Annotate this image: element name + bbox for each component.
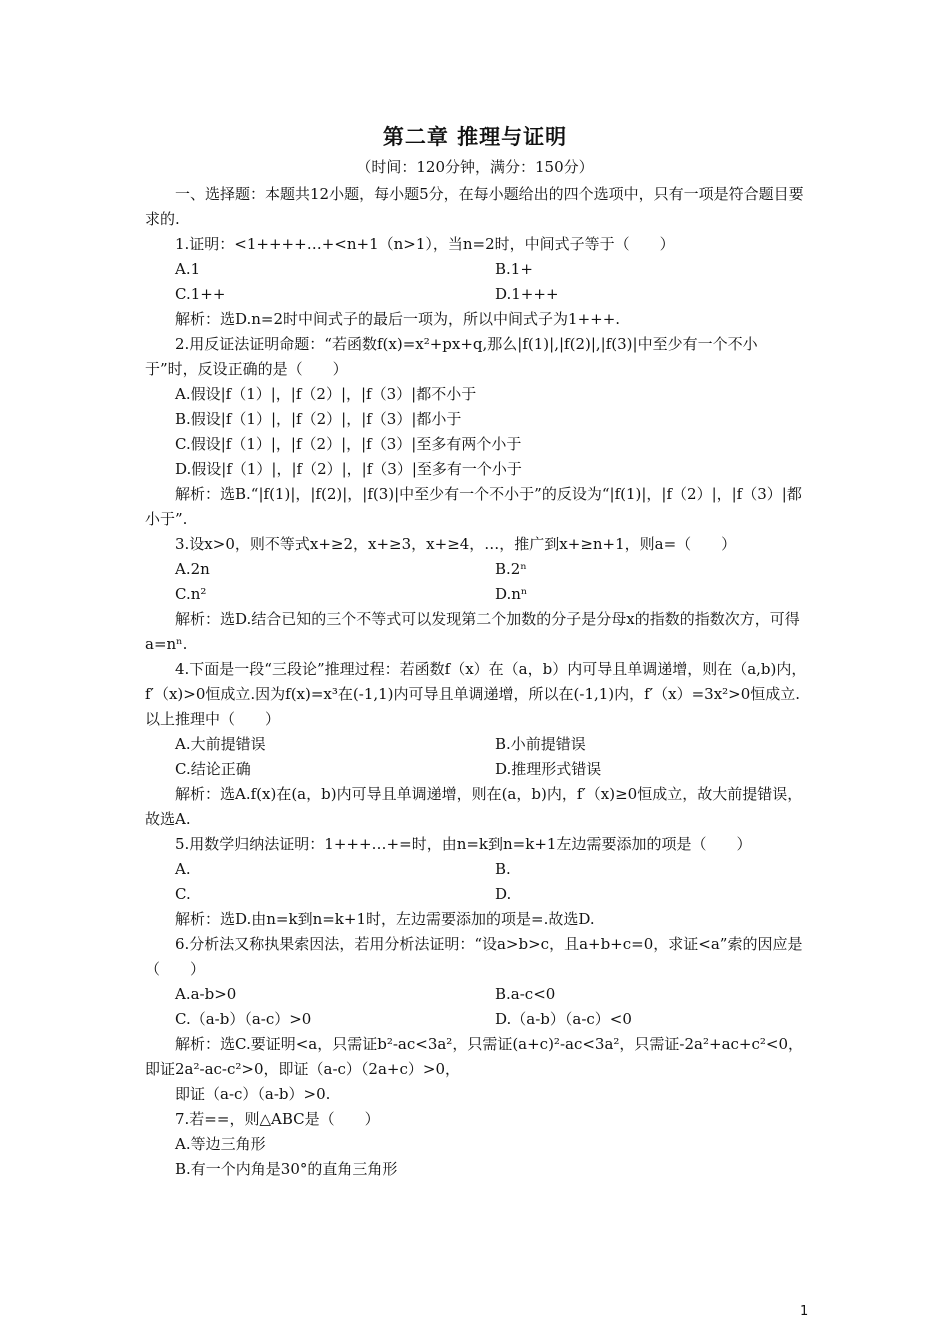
q3-option-b: B.2ⁿ — [495, 560, 527, 578]
q1-option-d: D.1+++ — [495, 285, 559, 303]
q1-stem: 1.证明：<1++++…+<n+1（n>1），当n=2时，中间式子等于（ ） — [175, 235, 675, 253]
question-list — [145, 182, 807, 1182]
q6-stem: 6.分析法又称执果索因法，若用分析法证明：“设a>b>c，且a+b+c=0，求证<a”索的因应是（ ） — [145, 935, 803, 978]
q4-option-d: D.推理形式错误 — [495, 760, 602, 778]
q5-stem: 5.用数学归纳法证明：1+++…+=时，由n=k到n=k+1左边需要添加的项是（ ） — [175, 835, 752, 853]
q5-options-row1 — [145, 857, 807, 882]
section-intro: 一、选择题：本题共12小题，每小题5分，在每小题给出的四个选项中，只有一项是符合题目要求的. — [145, 185, 804, 228]
q1-option-a: A.1 — [175, 260, 201, 278]
q4-stem: 4.下面是一段“三段论”推理过程：若函数f（x）在（a，b）内可导且单调递增，则在（a,b)内，f′（x)>0恒成立.因为f(x)=x³在(-1,1)内可导且单调递增，所以在(-1,1)内，f′（x）=3x²>0恒成立.以上推理中（ ） — [145, 660, 807, 728]
q4-option-a: A.大前提错误 — [175, 735, 266, 753]
q3-solution: 解析：选D.结合已知的三个不等式可以发现第二个加数的分子是分母x的指数的指数次方，可得a=nⁿ. — [145, 610, 800, 653]
q3-option-a: A.2n — [175, 560, 210, 578]
q2-option-b: B.假设|f（1）|，|f（2）|，|f（3）|都小于 — [175, 410, 462, 428]
q3-options-row1 — [145, 557, 807, 582]
q3-options-row2 — [145, 582, 807, 607]
q6-solution: 解析：选C.要证明<a，只需证b²-ac<3a²，只需证(a+c)²-ac<3a²，只需证-2a²+ac+c²<0，即证2a²-ac-c²>0，即证（a-c）（2a+c）>0， — [145, 1035, 804, 1078]
q1-options-row2 — [145, 282, 807, 307]
q2-option-c: C.假设|f（1）|，|f（2）|，|f（3）|至多有两个小于 — [175, 435, 522, 453]
q3-option-d: D.nⁿ — [495, 585, 528, 603]
q6-option-d: D.（a-b）（a-c）<0 — [495, 1010, 632, 1028]
q6-option-b: B.a-c<0 — [495, 985, 556, 1003]
exam-info: （时间：120分钟，满分：150分） — [356, 158, 594, 176]
q5-options-row2 — [145, 882, 807, 907]
q7-option-b: B.有一个内角是30°的直角三角形 — [175, 1160, 398, 1178]
q6-option-a: A.a-b>0 — [175, 985, 237, 1003]
q6-option-c: C.（a-b）（a-c）>0 — [175, 1010, 312, 1028]
q4-options-row2 — [145, 757, 807, 782]
q1-option-b: B.1+ — [495, 260, 533, 278]
q5-option-c: C. — [175, 885, 191, 903]
q1-options-row1 — [145, 257, 807, 282]
page-number: 1 — [800, 1304, 809, 1319]
q6-options-row1 — [145, 982, 807, 1007]
q4-option-b: B.小前提错误 — [495, 735, 586, 753]
q2-option-a: A.假设|f（1）|，|f（2）|，|f（3）|都不小于 — [175, 385, 477, 403]
q4-solution: 解析：选A.f(x)在(a，b)内可导且单调递增，则在(a，b)内，f′（x)≥0恒成立，故大前提错误，故选A. — [145, 785, 803, 828]
q3-option-c: C.n² — [175, 585, 207, 603]
q1-option-c: C.1++ — [175, 285, 226, 303]
q2-solution: 解析：选B.“|f(1)|，|f(2)|，|f(3)|中至少有一个不小于”的反设为“|f(1)|，|f（2）|，|f（3）|都小于”. — [145, 485, 802, 528]
q2-stem: 2.用反证法证明命题：“若函数f(x)=x²+px+q,那么|f(1)|,|f(2)|,|f(3)|中至少有一个不小于”时，反设正确的是（ ） — [145, 335, 758, 378]
page-title: 第二章 推理与证明 — [382, 124, 568, 149]
q4-options-row1 — [145, 732, 807, 757]
q7-stem: 7.若==，则△ABC是（ ） — [175, 1110, 380, 1128]
q6-solution-continued: 即证（a-c）（a-b）>0. — [175, 1085, 331, 1103]
q5-option-b: B. — [495, 860, 511, 878]
q1-solution: 解析：选D.n=2时中间式子的最后一项为，所以中间式子为1+++. — [175, 310, 621, 328]
q2-option-d: D.假设|f（1）|，|f（2）|，|f（3）|至多有一个小于 — [175, 460, 522, 478]
q6-options-row2 — [145, 1007, 807, 1032]
q5-option-a: A. — [175, 860, 191, 878]
q7-option-a: A.等边三角形 — [175, 1135, 266, 1153]
q4-option-c: C.结论正确 — [175, 760, 251, 778]
q5-solution: 解析：选D.由n=k到n=k+1时，左边需要添加的项是=.故选D. — [175, 910, 595, 928]
q3-stem: 3.设x>0，则不等式x+≥2，x+≥3，x+≥4，…，推广到x+≥n+1，则a=（ ） — [175, 535, 737, 553]
q5-option-d: D. — [495, 885, 512, 903]
